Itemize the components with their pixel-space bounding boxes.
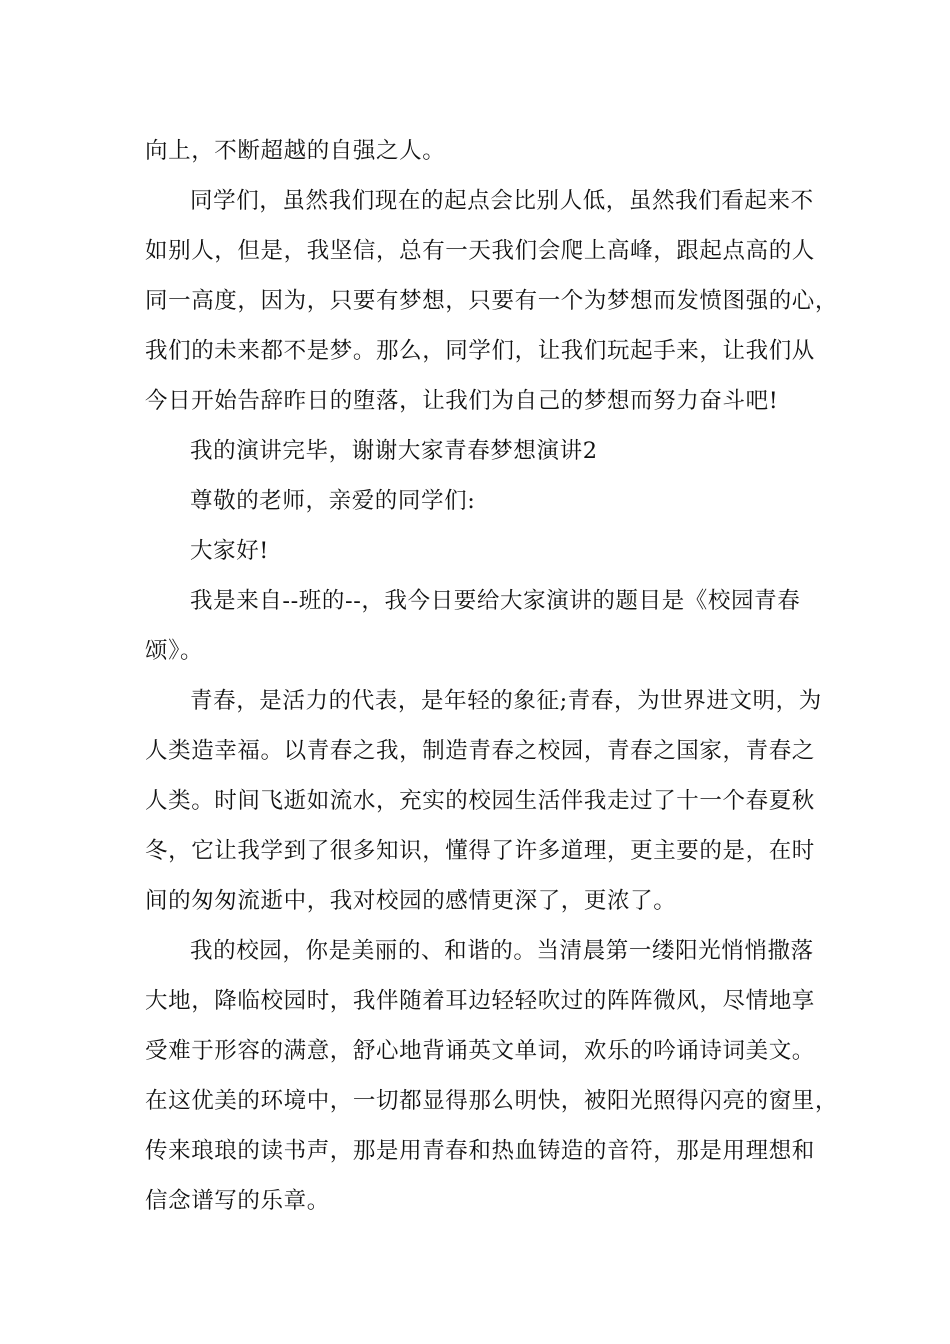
text-line-3: 如别人，但是，我坚信，总有一天我们会爬上高峰，跟起点高的人 [145, 238, 815, 264]
text-line-14: 人类。时间飞逝如流水，充实的校园生活伴我走过了十一个春夏秋 [145, 788, 815, 814]
text-line-16: 间的匆匆流逝中，我对校园的感情更深了，更浓了。 [145, 888, 677, 914]
paragraph-start-line-17: 我的校园，你是美丽的、和谐的。当清晨第一缕阳光悄悄撒落 [190, 938, 814, 964]
paragraph-start-line-12: 青春，是活力的代表，是年轻的象征;青春，为世界进文明，为 [190, 688, 822, 714]
text-line-22: 信念谱写的乐章。 [145, 1188, 330, 1214]
text-line-19: 受难于形容的满意，舒心地背诵英文单词，欢乐的吟诵诗词美文。 [145, 1038, 815, 1064]
text-line-21: 传来琅琅的读书声，那是用青春和热血铸造的音符，那是用理想和 [145, 1138, 815, 1164]
text-line-11: 颂》。 [145, 638, 204, 664]
text-line-1: 向上，不断超越的自强之人。 [145, 138, 446, 164]
text-line-20: 在这优美的环境中，一切都显得那么明快，被阳光照得闪亮的窗里， [145, 1088, 839, 1114]
paragraph-start-line-2: 同学们，虽然我们现在的起点会比别人低，虽然我们看起来不 [190, 188, 814, 214]
text-line-18: 大地，降临校园时，我伴随着耳边轻轻吹过的阵阵微风，尽情地享 [145, 988, 815, 1014]
text-line-5: 我们的未来都不是梦。那么，同学们，让我们玩起手来，让我们从 [145, 338, 815, 364]
greeting-line: 大家好! [190, 538, 269, 564]
closing-title-line: 我的演讲完毕，谢谢大家青春梦想演讲2 [190, 438, 598, 464]
text-line-6: 今日开始告辞昨日的堕落，让我们为自己的梦想而努力奋斗吧! [145, 388, 779, 414]
text-line-13: 人类造幸福。以青春之我，制造青春之校园，青春之国家，青春之 [145, 738, 815, 764]
text-line-4: 同一高度，因为，只要有梦想，只要有一个为梦想而发愤图强的心， [145, 288, 839, 314]
text-line-15: 冬，它让我学到了很多知识，懂得了许多道理，更主要的是，在时 [145, 838, 815, 864]
salutation-line: 尊敬的老师，亲爱的同学们: [190, 488, 476, 514]
paragraph-start-line-10: 我是来自--班的--，我今日要给大家演讲的题目是《校园青春 [190, 588, 801, 614]
